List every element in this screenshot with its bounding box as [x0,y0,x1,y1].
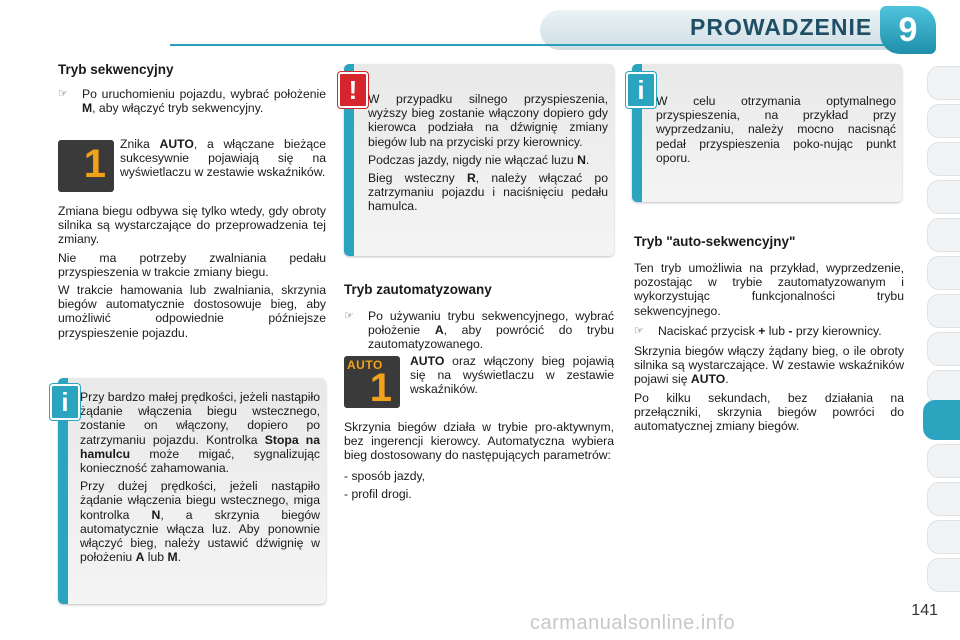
side-tab-5[interactable] [927,218,960,252]
auto-text: AUTO oraz włączony bieg pojawią się na wyświetlaczu w zestawie wskaźników. [410,354,614,397]
warning-para-1: W przypadku silnego przyspieszenia, wyższy bieg zostanie włączony dopiero gdy kierowca podziała na dźwignię zmiany biegów lub na przyciski przy kierownicy. [368,92,608,149]
col3-para-1: Ten tryb umożliwia na przykład, wyprzedzenie, pozostając w trybie zautomatyzowanym i wykorzystując funkcjonalności trybu sekwencyjnego. [634,261,904,318]
header-rule [170,44,900,46]
chapter-number: 9 [898,10,918,49]
side-tab-9[interactable] [927,370,960,404]
znika-text: Znika AUTO, a włączane bieżące sukcesywnie pojawiają się na wyświetlaczu w zestawie wskaźników. [120,137,326,180]
section-auto-sequential [634,234,904,433]
bullet-automated [344,309,614,352]
bullet-auto-sequential-text: Naciskać przycisk + lub - przy kierownicy. [658,323,882,338]
hand-pointer-icon: ☞ [344,310,354,322]
col3-para-2: Skrzynia biegów włączy żądany bieg, o ile obroty silnika są wystarczające. W zestawie wskaźników pojawi się AUTO. [634,344,904,387]
hand-pointer-icon: ☞ [634,324,644,337]
side-tab-12[interactable] [927,482,960,516]
info-icon: i [50,384,80,420]
info-left-para-1: Przy bardzo małej prędkości, jeżeli nastąpiło żądanie włączenia biegu wstecznego, zostanie on włączony, dopiero po zatrzymaniu pojazdu. Kontrolka Stopa na hamulcu może migać, sygnalizując konieczność zahamowania. [80,390,320,476]
warning-box [344,64,614,256]
warning-para-2: Podczas jazdy, nigdy nie włączać luzu N. [368,152,590,167]
side-tab-3[interactable] [927,142,960,176]
side-tab-13[interactable] [927,520,960,554]
col2-list-item-1: - sposób jazdy, [344,468,426,483]
side-tab-8[interactable] [927,332,960,366]
info-right-para: W celu otrzymania optymalnego przyspieszenia, na przykład przy wyprzedzaniu, należy mocno nacisnąć pedał przyspieszenia poko-nując punkt oporu. [656,94,896,165]
section-sequential [58,62,326,115]
heading-automated: Tryb zautomatyzowany [344,282,492,297]
side-tab-2[interactable] [927,104,960,138]
bullet-automated-text: Po używaniu trybu sekwencyjnego, wybrać położenie A, aby powrócić do trybu zautomatyzowanego. [368,309,614,352]
col1-paragraphs [58,204,326,340]
page-title: PROWADZENIE [690,14,873,40]
col1-para-2: Nie ma potrzeby zwalniania pedału przyspieszenia w trakcie zmiany biegu. [58,250,326,279]
col2-paragraphs [344,420,614,501]
chapter-badge[interactable] [880,6,936,54]
side-tab-1[interactable] [927,66,960,100]
heading-sequential: Tryb sekwencyjny [58,62,174,77]
section-automated [344,282,614,352]
auto-display-digit: 1 [369,366,392,410]
col2-list-item-2: - profil drogi. [344,486,412,501]
bullet-auto-sequential [634,324,904,338]
gear-display-digit: 1 [83,142,106,186]
auto-display-label: AUTO [347,358,383,372]
watermark: carmanualsonline.info [530,612,736,634]
info-icon: i [626,72,656,108]
gear-display-icon [58,140,114,192]
col3-para-3: Po kilku sekundach, bez działania na przełączniki, skrzynia biegów powróci do automatycznej zmiany biegów. [634,390,904,434]
side-tab-14[interactable] [927,558,960,592]
col1-para-1: Zmiana biegu odbywa się tylko wtedy, gdy obroty silnika są wystarczające do przeprowadzenia tej zmiany. [58,204,326,247]
info-box-left [58,378,326,604]
col1-para-3: W trakcie hamowania lub zwalniania, skrzynia biegów automatycznie dostosowuje bieg, aby umożliwić odpowiednie późniejsze przyspieszenie pojazdu. [58,283,326,340]
bullet-sequential [58,87,326,115]
hand-pointer-icon: ☞ [58,88,68,100]
info-left-para-2: Przy dużej prędkości, jeżeli nastąpiło żądanie włączenia biegu wstecznego, miga kontrolka N, a skrzynia biegów automatycznie włącza luz. Aby ponownie włączyć bieg, należy ustawić dźwignię w położeniu A lub M. [80,479,320,565]
warning-para-3: Bieg wsteczny R, należy włączać po zatrzymaniu pojazdu i naciśnięciu pedału hamulca. [368,171,608,214]
col2-para-1: Skrzynia biegów działa w trybie pro-aktywnym, bez ingerencji kierowcy. Automatyczna wybiera bieg dostosowany do następujących parametrów: [344,420,614,463]
heading-auto-sequential: Tryb "auto-sekwencyjny" [634,234,796,249]
page-number: 141 [911,602,938,619]
side-tab-11[interactable] [927,444,960,478]
side-tab-active[interactable] [923,400,960,440]
side-tab-6[interactable] [927,256,960,290]
side-tab-4[interactable] [927,180,960,214]
warning-icon: ! [338,72,368,108]
info-box-right [632,64,902,202]
bullet-sequential-text: Po uruchomieniu pojazdu, wybrać położenie M, aby włączyć tryb sekwencyjny. [82,87,326,116]
auto-display-icon [344,356,400,408]
side-tab-7[interactable] [927,294,960,328]
